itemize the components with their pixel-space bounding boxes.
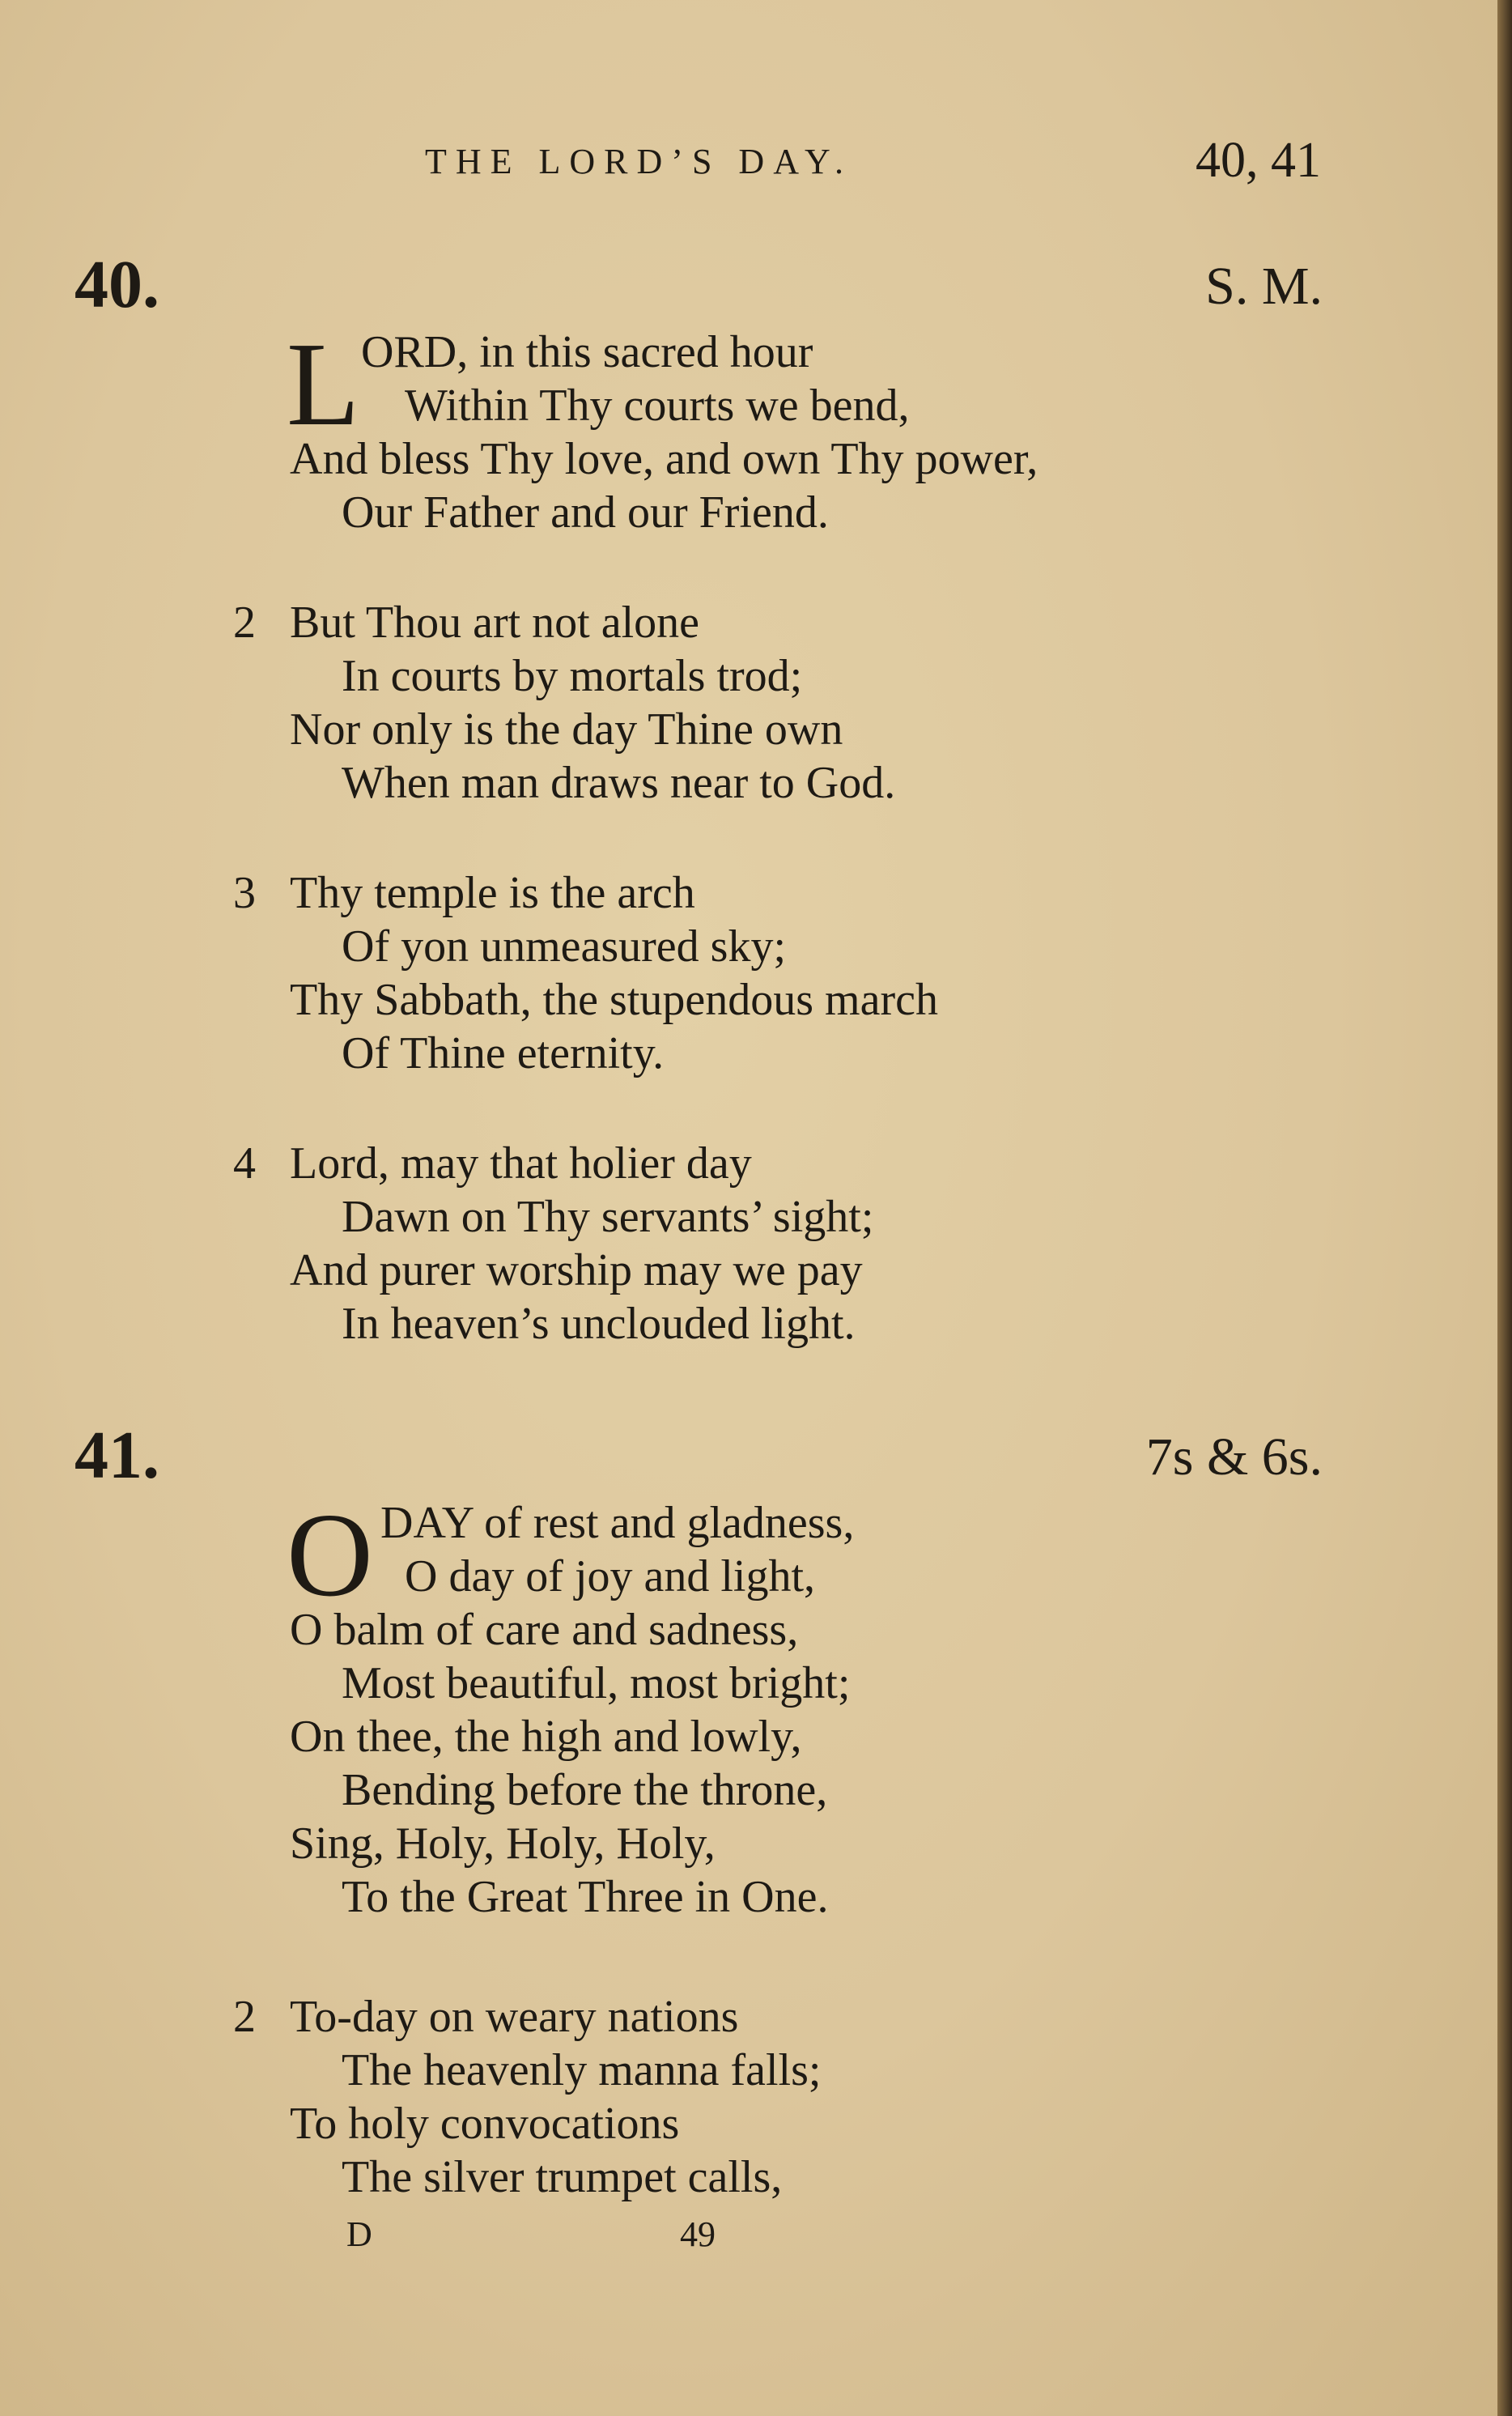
verse-number: 4 — [233, 1138, 256, 1189]
verse-line: The silver trumpet calls, — [342, 2152, 783, 2202]
verse-line: Of yon unmeasured sky; — [342, 921, 787, 972]
verse-line: Sing, Holy, Holy, Holy, — [290, 1818, 716, 1869]
drop-cap: O — [287, 1489, 373, 1622]
book-spine-edge — [1497, 0, 1512, 2416]
drop-cap: L — [287, 318, 360, 451]
verse-line: O day of joy and light, — [405, 1551, 816, 1601]
hymn-40-verse-3 — [0, 866, 1376, 1080]
verse-line: Our Father and our Friend. — [342, 487, 829, 538]
hymn-40-verse-1 — [0, 318, 1376, 539]
hymn-number: 41. — [74, 1418, 159, 1493]
verse-line: To the Great Three in One. — [342, 1872, 829, 1922]
verse-line: In heaven’s unclouded light. — [342, 1299, 856, 1349]
verse-line: On thee, the high and lowly, — [290, 1712, 802, 1762]
hymn-number: 40. — [74, 247, 159, 322]
verse-line: Thy Sabbath, the stupendous march — [290, 975, 938, 1025]
running-head — [0, 133, 1512, 188]
running-hymn-numbers: 40, 41 — [1196, 133, 1321, 188]
hymn-40-verse-2 — [0, 596, 1376, 810]
page-footer — [0, 2210, 1512, 2259]
verse-line: Bending before the throne, — [342, 1765, 828, 1815]
verse-line: O balm of care and sadness, — [290, 1605, 799, 1655]
verse-line: And bless Thy love, and own Thy power, — [290, 434, 1038, 484]
hymn-41-verse-1 — [0, 1489, 1376, 1924]
hymn-41-verse-2 — [0, 1990, 1376, 2204]
verse-line: 4 Lord, may that holier day — [233, 1138, 752, 1189]
verse-line: 3 Thy temple is the arch — [233, 868, 695, 918]
verse-number: 2 — [233, 598, 256, 648]
verse-number: 2 — [233, 1992, 256, 2042]
page-number: 49 — [680, 2214, 716, 2254]
hymn-41-header — [0, 1418, 1512, 1493]
verse-line: In courts by mortals trod; — [342, 651, 803, 701]
hymn-40-verse-4 — [0, 1137, 1376, 1350]
verse-line: To holy convocations — [290, 2099, 680, 2149]
verse-line: ORD, in this sacred hour — [361, 327, 813, 377]
verse-line: 2 But Thou art not alone — [233, 598, 699, 648]
verse-number: 3 — [233, 868, 256, 918]
signature-mark: D — [346, 2214, 372, 2254]
hymn-40-header — [0, 247, 1512, 322]
verse-line: Of Thine eternity. — [342, 1028, 665, 1078]
verse-line: Within Thy courts we bend, — [405, 381, 910, 431]
verse-line: The heavenly manna falls; — [342, 2045, 822, 2095]
verse-line: And purer worship may we pay — [290, 1245, 863, 1295]
hymn-meter: 7s & 6s. — [1145, 1427, 1323, 1487]
verse-line: 2 To-day on weary nations — [233, 1992, 739, 2042]
hymn-meter: S. M. — [1205, 257, 1323, 316]
verse-line: DAY of rest and gladness, — [380, 1498, 855, 1548]
running-title: THE LORD’S DAY. — [425, 142, 853, 181]
verse-line: Nor only is the day Thine own — [290, 704, 843, 755]
verse-line: Dawn on Thy servants’ sight; — [342, 1192, 874, 1242]
verse-line: Most beautiful, most bright; — [342, 1658, 851, 1708]
verse-line: When man draws near to God. — [342, 758, 896, 808]
